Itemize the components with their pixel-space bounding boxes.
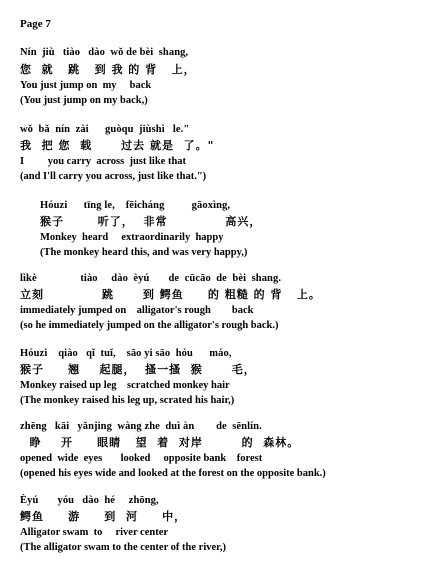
- english-line: opened wide eyes looked opposite bank forest: [20, 453, 263, 464]
- translation-line: (so he immediately jumped on the alligator's rough back.): [20, 320, 279, 331]
- english-line: You just jump on my back: [20, 80, 152, 91]
- translation-line: (The alligator swam to the center of the river,): [20, 542, 226, 553]
- pinyin-line: Hóuzi tīng le, fēicháng gāoxìng,: [40, 200, 231, 211]
- chinese-line: 我 把 您 载 过去 就是 了。": [20, 139, 215, 152]
- translation-line: (The monkey raised his leg up, scrated his hair,): [20, 395, 235, 406]
- translation-line: (and I'll carry you across, just like that."): [20, 171, 207, 182]
- english-line: Monkey heard extraordinarily happy: [40, 232, 224, 243]
- pinyin-line: lìkè tiào dào èyú de cūcāo de bèi shang.: [20, 273, 282, 284]
- translation-line: (opened his eyes wide and looked at the forest on the opposite bank.): [20, 468, 326, 479]
- chinese-line: 立刻 跳 到 鳄鱼 的 粗糙 的 背 上。: [20, 288, 321, 301]
- english-line: immediately jumped on alligator's rough back: [20, 305, 254, 316]
- translation-line: (The monkey heard this, and was very happy,): [40, 247, 248, 258]
- english-line: Alligator swam to river center: [20, 527, 169, 538]
- page-number: Page 7: [20, 18, 51, 30]
- english-line: I you carry across just like that: [20, 156, 187, 167]
- english-line: Monkey raised up leg scratched monkey hair: [20, 380, 230, 391]
- pinyin-line: Nín jiù tiào dào wǒ de bèi shang,: [20, 47, 189, 58]
- translation-line: (You just jump on my back,): [20, 95, 148, 106]
- chinese-line: 鳄鱼 游 到 河 中，: [20, 510, 187, 523]
- pinyin-line: wǒ bǎ nín zài guòqu jiùshì le.": [20, 124, 190, 135]
- pinyin-line: zhēng kāi yǎnjing wàng zhe duì àn de sēnlín.: [20, 421, 262, 432]
- chinese-line: 猴子 听了， 非常 高兴，: [40, 215, 262, 228]
- chinese-line: 猴子 翘 起腿， 搔一搔 猴 毛，: [20, 363, 256, 376]
- chinese-line: 您 就 跳 到 我 的 背 上，: [20, 63, 196, 76]
- chinese-line: 睁 开 眼睛 望 着 对岸 的 森林。: [20, 436, 300, 449]
- pinyin-line: Èyú yóu dào hé zhōng,: [20, 495, 159, 506]
- pinyin-line: Hóuzi qiào qǐ tuǐ, sāo yi sāo hóu máo,: [20, 348, 232, 359]
